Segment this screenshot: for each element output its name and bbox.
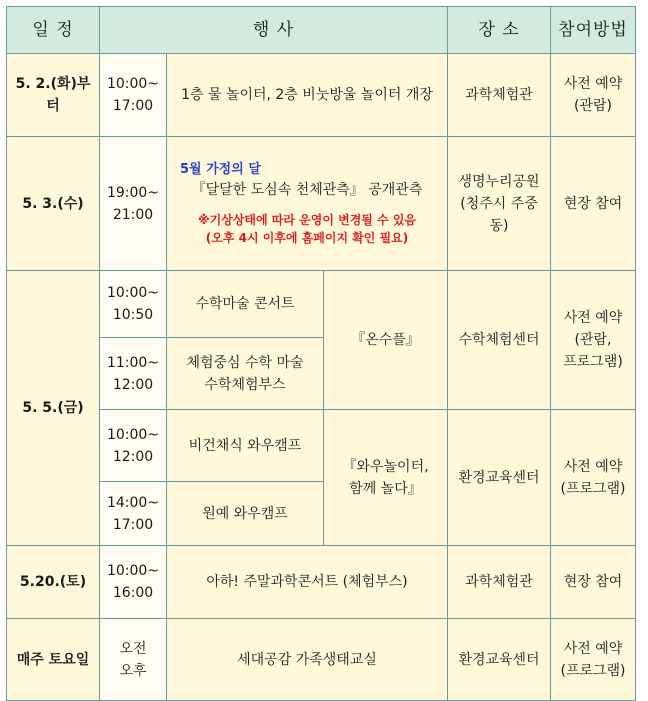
time-cell: 11:00~ 12:00	[100, 338, 167, 410]
method-cell: 현장 참여	[551, 137, 636, 271]
event-cell: 수학마술 콘서트	[167, 271, 324, 338]
time-cell: 10:00~ 16:00	[100, 546, 167, 619]
weather-notice: ※기상상태에 따라 운영이 변경될 수 있음 (오후 4시 이후에 홈페이지 확인 필요)	[197, 212, 417, 245]
date-cell: 5. 3.(수)	[7, 137, 100, 271]
event-schedule-table	[6, 6, 636, 701]
event-cell: 원예 와우캠프	[167, 482, 324, 546]
table-row	[7, 271, 636, 338]
place-cell: 환경교육센터	[448, 410, 551, 546]
header-method: 참여방법	[551, 7, 636, 54]
place-cell: 환경교육센터	[448, 619, 551, 701]
event-cell: 세대공감 가족생태교실	[167, 619, 448, 701]
time-cell: 19:00~ 21:00	[100, 137, 167, 271]
event-title: 『달달한 도심속 천체관측』 공개관측	[191, 181, 423, 198]
event-cell: 체험중심 수학 마술 수학체험부스	[167, 338, 324, 410]
place-cell: 과학체험관	[448, 54, 551, 137]
place-cell: 생명누리공원 (청주시 주중동)	[448, 137, 551, 271]
event-cell: 1층 물 놀이터, 2층 비눗방울 놀이터 개장	[167, 54, 448, 137]
date-cell: 5. 5.(금)	[7, 271, 100, 546]
header-date: 일 정	[7, 7, 100, 54]
date-cell: 5.20.(토)	[7, 546, 100, 619]
time-cell: 10:00~ 12:00	[100, 410, 167, 482]
place-cell: 과학체험관	[448, 546, 551, 619]
method-cell: 사전 예약 (프로그램)	[551, 619, 636, 701]
table-row	[7, 54, 636, 137]
header-event: 행 사	[100, 7, 448, 54]
time-cell: 오전 오후	[100, 619, 167, 701]
table-row	[7, 410, 636, 482]
date-cell: 5. 2.(화)부터	[7, 54, 100, 137]
event-cell	[167, 137, 448, 271]
method-cell: 사전 예약 (프로그램)	[551, 410, 636, 546]
table-row	[7, 546, 636, 619]
event-group-cell: 『와우놀이터, 함께 놀다』	[324, 410, 448, 546]
event-tag: 5월 가정의 달	[180, 161, 261, 177]
table-header-row	[7, 7, 636, 54]
method-cell: 사전 예약 (관람)	[551, 54, 636, 137]
event-cell: 비건채식 와우캠프	[167, 410, 324, 482]
table-row	[7, 619, 636, 701]
event-group-cell: 『온수플』	[324, 271, 448, 410]
table-row	[7, 137, 636, 271]
time-cell: 10:00~ 17:00	[100, 54, 167, 137]
time-cell: 10:00~ 10:50	[100, 271, 167, 338]
time-cell: 14:00~ 17:00	[100, 482, 167, 546]
header-place: 장 소	[448, 7, 551, 54]
method-cell: 현장 참여	[551, 546, 636, 619]
place-cell: 수학체험센터	[448, 271, 551, 410]
date-cell: 매주 토요일	[7, 619, 100, 701]
event-cell: 아하! 주말과학콘서트 (체험부스)	[167, 546, 448, 619]
method-cell: 사전 예약 (관람, 프로그램)	[551, 271, 636, 410]
